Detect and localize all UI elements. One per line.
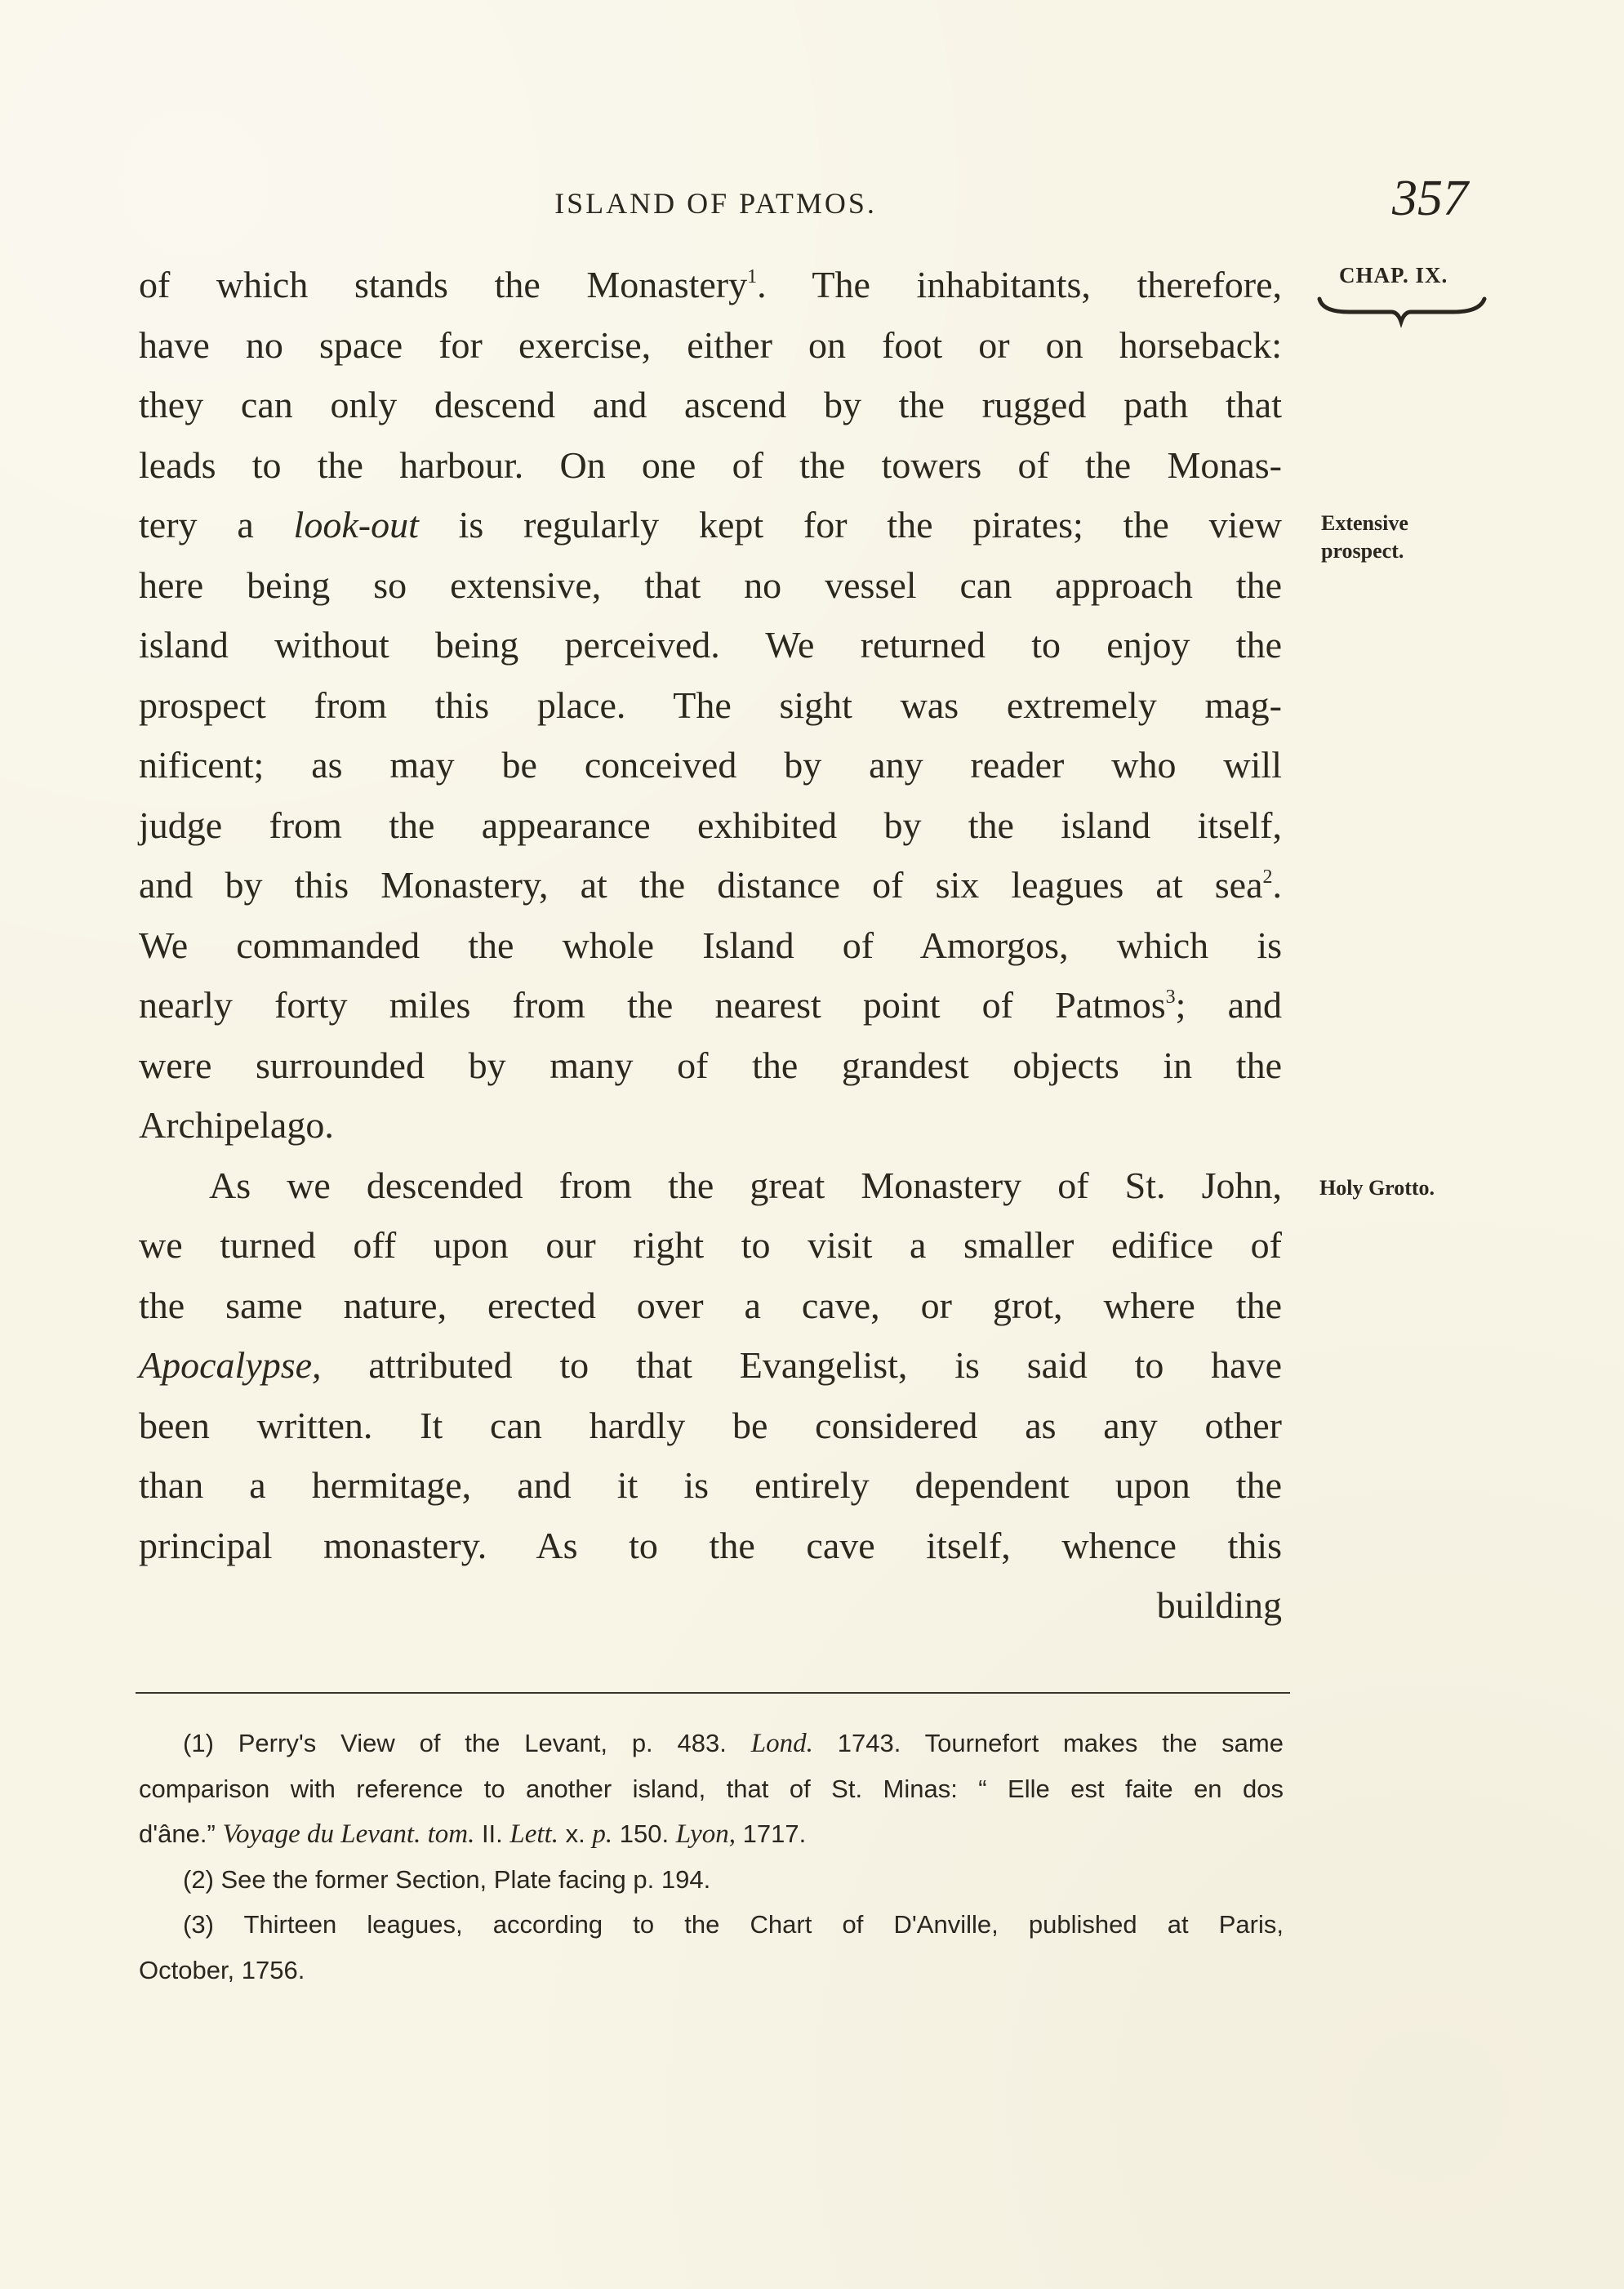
running-title: ISLAND OF PATMOS. — [554, 187, 877, 220]
text-line: we turned off upon our right to visit a smaller edifice of — [139, 1224, 1282, 1266]
text-line: here being so extensive, that no vessel can approach the — [139, 563, 1282, 606]
text-line: leads to the harbour. On one of the towers of the Monas- — [139, 443, 1282, 486]
text-line: nificent; as may be conceived by any reader who will — [139, 744, 1282, 786]
footnote-ref: 1 — [747, 266, 758, 287]
text-line: Apocalypse, attributed to that Evangelist, is said to have — [139, 1344, 1282, 1386]
text-line: Archipelago. — [139, 1104, 334, 1146]
footnotes — [139, 1721, 1284, 1993]
text-line: of which stands the Monastery$^1$. The inhabitants, therefore, — [139, 264, 1282, 305]
text-line: island without being perceived. We returned to enjoy the — [139, 624, 1282, 666]
footnote-divider — [136, 1692, 1290, 1694]
text-line: As we descended from the great Monastery of St. John, — [209, 1164, 1282, 1206]
margin-note-line: Extensive — [1321, 511, 1408, 535]
margin-note-extensive-prospect — [1321, 510, 1408, 565]
chapter-margin-note: CHAP. IX. — [1339, 263, 1448, 287]
page-number: 357 — [1392, 171, 1468, 226]
text-line: nearly forty miles from the nearest point of Patmos$^3$; and — [139, 984, 1282, 1026]
text-line: judge from the appearance exhibited by the island itself, — [139, 804, 1282, 846]
italic-term: Apocalypse, — [139, 1344, 322, 1386]
text-line: the same nature, erected over a cave, or grot, where the — [139, 1284, 1282, 1326]
footnote-line: (2) See the former Section, Plate facing p. 194. — [183, 1864, 711, 1894]
italic-term: look-out — [293, 504, 419, 546]
footnote-line: (3) Thirteen leagues, according to the Chart of D'Anville, published at Paris, — [183, 1910, 1284, 1939]
brace-ornament-icon — [1316, 294, 1488, 330]
footnote-line: (1) Perry's View of the Levant, p. 483. Lond. 1743. Tournefort makes the same — [183, 1729, 1284, 1758]
catchword: building — [1156, 1584, 1282, 1626]
text-line: tery a look-out is regularly kept for the pirates; the view — [139, 504, 1283, 546]
text-line: were surrounded by many of the grandest objects in the — [139, 1044, 1282, 1086]
footnote-line: d'âne.” Voyage du Levant. tom. II. Lett. x. p. 150. Lyon, 1717. — [139, 1819, 807, 1849]
text-line: We commanded the whole Island of Amorgos, which is — [139, 924, 1282, 966]
main-text — [139, 255, 1282, 1636]
footnote-line: comparison with reference to another island, that of St. Minas: “ Elle est faite en dos — [139, 1774, 1284, 1803]
margin-note-line: prospect. — [1321, 539, 1404, 563]
footnote-line: October, 1756. — [139, 1955, 305, 1984]
text-line: and by this Monastery, at the distance of six leagues at sea$^2$. — [139, 864, 1282, 906]
text-line: principal monastery. As to the cave itself, whence this — [139, 1524, 1282, 1566]
text-line: than a hermitage, and it is entirely dependent upon the — [139, 1464, 1282, 1506]
footnote-ref: 3 — [1165, 986, 1176, 1008]
text-line: been written. It can hardly be considered as any other — [139, 1404, 1282, 1446]
text-line: have no space for exercise, either on foot or on horseback: — [139, 323, 1282, 366]
margin-note-holy-grotto: Holy Grotto. — [1319, 1176, 1435, 1200]
text-line: they can only descend and ascend by the rugged path that — [139, 384, 1282, 425]
text-line: prospect from this place. The sight was extremely mag- — [139, 684, 1282, 726]
footnote-ref: 2 — [1262, 866, 1273, 888]
